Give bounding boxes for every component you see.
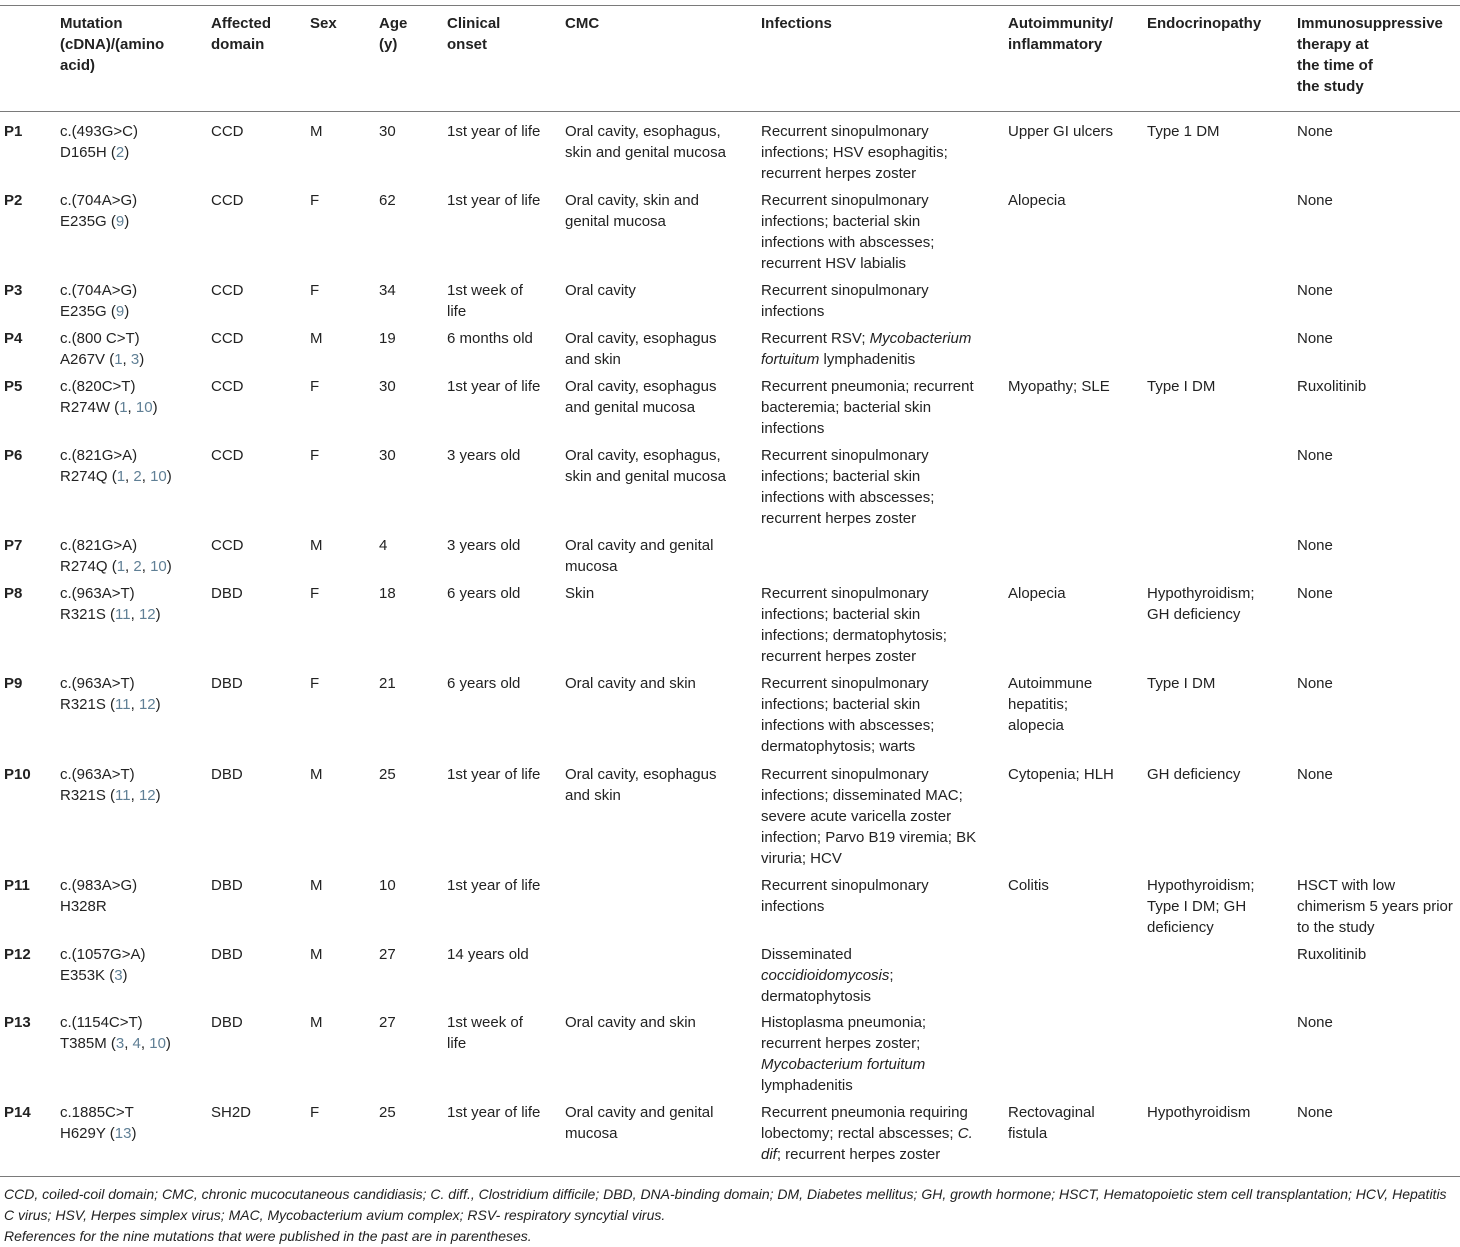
cell-autoimmunity: Alopecia (1008, 192, 1066, 209)
cell-cmc: Oral cavity and skin (565, 1014, 696, 1031)
cell-cmc: Oral cavity and genital mucosa (565, 1104, 714, 1142)
cell-therapy: Ruxolitinib (1297, 378, 1367, 395)
cell-endocrinopathy: Type 1 DM (1147, 123, 1220, 140)
header-mutation: Mutation (cDNA)/(amino acid) (60, 15, 165, 74)
cell-mutation: c.(1154C>T) T385M (3, 4, 10) (60, 1014, 171, 1052)
cell-affected-domain: SH2D (211, 1104, 252, 1121)
cell-clinical-onset: 1st year of life (447, 1104, 541, 1121)
cell-patient-id: P5 (4, 378, 23, 395)
cell-patient-id: P7 (4, 537, 23, 554)
cell-affected-domain: CCD (211, 192, 244, 209)
cell-affected-domain: CCD (211, 282, 244, 299)
cell-patient-id: P13 (4, 1014, 31, 1031)
cell-cmc: Oral cavity (565, 282, 636, 299)
cell-infections: Recurrent sinopulmonary infections; bacterial skin infections with abscesses; recurrent herpes zoster (761, 447, 935, 527)
cell-sex: F (310, 447, 320, 464)
cell-sex: M (310, 537, 323, 554)
cell-patient-id: P2 (4, 192, 23, 209)
cell-patient-id: P10 (4, 766, 31, 783)
cell-autoimmunity: Myopathy; SLE (1008, 378, 1110, 395)
cell-affected-domain: DBD (211, 766, 243, 783)
footnote-references: References for the nine mutations that were published in the past are in parentheses. (4, 1228, 532, 1244)
cell-affected-domain: CCD (211, 330, 244, 347)
cell-age: 27 (379, 1014, 396, 1031)
cell-therapy: None (1297, 1014, 1333, 1031)
cell-clinical-onset: 1st year of life (447, 378, 541, 395)
cell-therapy: None (1297, 123, 1333, 140)
cell-clinical-onset: 14 years old (447, 946, 529, 963)
cell-clinical-onset: 6 years old (447, 675, 521, 692)
cell-infections: Recurrent sinopulmonary infections; bacterial skin infections; dermatophytosis; recurrent herpes zoster (761, 585, 947, 665)
cell-clinical-onset: 6 years old (447, 585, 521, 602)
cell-infections: Recurrent sinopulmonary infections; bacterial skin infections with abscesses; recurrent HSV labialis (761, 192, 935, 272)
cell-patient-id: P11 (4, 877, 30, 894)
cell-autoimmunity: Colitis (1008, 877, 1049, 894)
header-therapy: Immunosuppressive therapy at the time of the study (1297, 15, 1443, 95)
cell-clinical-onset: 3 years old (447, 537, 521, 554)
header-age: Age (y) (379, 15, 408, 53)
cell-sex: F (310, 282, 320, 299)
cell-affected-domain: CCD (211, 537, 244, 554)
bottom-rule (0, 1176, 1460, 1177)
cell-cmc: Oral cavity, esophagus and skin (565, 766, 717, 804)
cell-sex: M (310, 330, 323, 347)
cell-patient-id: P9 (4, 675, 23, 692)
footnote-abbreviations-1: CCD, coiled-coil domain; CMC, chronic mucocutaneous candidiasis; C. diff., Clostridium difficile; DBD, DNA-binding domain; DM, Diabetes mellitus; GH, growth hormone; HSCT, Hematopoietic stem cell transplantation; HCV, Hepatitis (4, 1186, 1447, 1202)
cell-affected-domain: DBD (211, 585, 243, 602)
cell-sex: M (310, 877, 323, 894)
cell-endocrinopathy: Hypothyroidism; Type I DM; GH deficiency (1147, 877, 1255, 936)
cell-cmc: Oral cavity, esophagus, skin and genital mucosa (565, 123, 726, 161)
cell-age: 30 (379, 123, 396, 140)
cell-infections: Recurrent sinopulmonary infections; bacterial skin infections with abscesses; dermatophytosis; warts (761, 675, 935, 755)
cell-infections: Recurrent RSV; Mycobacterium fortuitum lymphadenitis (761, 330, 972, 368)
cell-endocrinopathy: GH deficiency (1147, 766, 1241, 783)
cell-age: 10 (379, 877, 396, 894)
cell-sex: F (310, 675, 320, 692)
cell-infections: Recurrent sinopulmonary infections (761, 282, 929, 320)
cell-clinical-onset: 6 months old (447, 330, 533, 347)
cell-therapy: None (1297, 447, 1333, 464)
cell-therapy: Ruxolitinib (1297, 946, 1367, 963)
cell-clinical-onset: 3 years old (447, 447, 521, 464)
cell-cmc: Oral cavity, esophagus, skin and genital mucosa (565, 447, 726, 485)
cell-patient-id: P12 (4, 946, 31, 963)
header-infections: Infections (761, 15, 832, 32)
cell-mutation: c.(1057G>A) E353K (3) (60, 946, 146, 984)
cell-clinical-onset: 1st year of life (447, 766, 541, 783)
cell-patient-id: P4 (4, 330, 23, 347)
header-affected-domain: Affected domain (211, 15, 272, 53)
cell-affected-domain: CCD (211, 447, 244, 464)
cell-sex: F (310, 585, 320, 602)
cell-clinical-onset: 1st year of life (447, 123, 541, 140)
cell-mutation: c.(983A>G) H328R (60, 877, 138, 915)
cell-autoimmunity: Alopecia (1008, 585, 1066, 602)
cell-patient-id: P6 (4, 447, 23, 464)
header-rule (0, 111, 1460, 112)
cell-mutation: c.(821G>A) R274Q (1, 2, 10) (60, 537, 172, 575)
cell-cmc: Oral cavity, skin and genital mucosa (565, 192, 699, 230)
cell-mutation: c.(493G>C) D165H (2) (60, 123, 138, 161)
cell-mutation: c.(963A>T) R321S (11, 12) (60, 766, 161, 804)
cell-cmc: Oral cavity and genital mucosa (565, 537, 714, 575)
cell-infections: Recurrent sinopulmonary infections (761, 877, 929, 915)
cell-therapy: None (1297, 192, 1333, 209)
cell-patient-id: P8 (4, 585, 23, 602)
cell-cmc: Oral cavity and skin (565, 675, 696, 692)
cell-age: 21 (379, 675, 396, 692)
footnote-abbreviations-2: C virus; HSV, Herpes simplex virus; MAC, Mycobacterium avium complex; RSV- respiratory syncytial virus. (4, 1207, 666, 1223)
cell-age: 4 (379, 537, 388, 554)
header-sex: Sex (310, 15, 337, 32)
header-endocrinopathy: Endocrinopathy (1147, 15, 1262, 32)
cell-affected-domain: DBD (211, 946, 243, 963)
cell-mutation: c.(821G>A) R274Q (1, 2, 10) (60, 447, 172, 485)
cell-age: 34 (379, 282, 396, 299)
cell-age: 30 (379, 447, 396, 464)
cell-cmc: Skin (565, 585, 595, 602)
header-cmc: CMC (565, 15, 600, 32)
cell-infections: Recurrent sinopulmonary infections; disseminated MAC; severe acute varicella zoster infection; Parvo B19 viremia; BK viruria; HCV (761, 766, 977, 867)
cell-age: 62 (379, 192, 396, 209)
cell-therapy: None (1297, 766, 1333, 783)
cell-sex: M (310, 766, 323, 783)
cell-therapy: None (1297, 537, 1333, 554)
cell-affected-domain: CCD (211, 123, 244, 140)
cell-mutation: c.(820C>T) R274W (1, 10) (60, 378, 158, 416)
cell-endocrinopathy: Hypothyroidism (1147, 1104, 1251, 1121)
cell-sex: F (310, 192, 320, 209)
cell-sex: F (310, 378, 320, 395)
cell-affected-domain: DBD (211, 877, 243, 894)
cell-mutation: c.(704A>G) E235G (9) (60, 282, 138, 320)
cell-mutation: c.(704A>G) E235G (9) (60, 192, 138, 230)
cell-sex: F (310, 1104, 320, 1121)
header-clinical-onset: Clinical onset (447, 15, 501, 53)
cell-sex: M (310, 946, 323, 963)
cell-mutation: c.(800 C>T) A267V (1, 3) (60, 330, 145, 368)
cell-autoimmunity: Rectovaginal fistula (1008, 1104, 1095, 1142)
cell-age: 30 (379, 378, 396, 395)
cell-mutation: c.(963A>T) R321S (11, 12) (60, 585, 161, 623)
cell-therapy: HSCT with low chimerism 5 years prior to the study (1297, 877, 1453, 936)
cell-affected-domain: CCD (211, 378, 244, 395)
cell-patient-id: P3 (4, 282, 23, 299)
cell-endocrinopathy: Type I DM (1147, 675, 1216, 692)
cell-therapy: None (1297, 675, 1333, 692)
cell-infections: Recurrent pneumonia; recurrent bacteremia; bacterial skin infections (761, 378, 974, 437)
header-autoimmunity: Autoimmunity/ inflammatory (1008, 15, 1113, 53)
cell-cmc: Oral cavity, esophagus and skin (565, 330, 717, 368)
cell-sex: M (310, 1014, 323, 1031)
cell-cmc: Oral cavity, esophagus and genital mucosa (565, 378, 717, 416)
cell-therapy: None (1297, 585, 1333, 602)
cell-autoimmunity: Autoimmune hepatitis; alopecia (1008, 675, 1093, 734)
cell-sex: M (310, 123, 323, 140)
cell-age: 25 (379, 1104, 396, 1121)
cell-autoimmunity: Upper GI ulcers (1008, 123, 1114, 140)
cell-age: 19 (379, 330, 396, 347)
cell-mutation: c.(963A>T) R321S (11, 12) (60, 675, 161, 713)
cell-therapy: None (1297, 282, 1333, 299)
cell-therapy: None (1297, 330, 1333, 347)
cell-infections: Histoplasma pneumonia; recurrent herpes zoster; Mycobacterium fortuitum lymphadenitis (761, 1014, 927, 1094)
top-rule (0, 5, 1460, 6)
cell-infections: Disseminated coccidioidomycosis; dermatophytosis (761, 946, 894, 1005)
cell-clinical-onset: 1st year of life (447, 877, 541, 894)
cell-patient-id: P1 (4, 123, 23, 140)
cell-affected-domain: DBD (211, 675, 243, 692)
cell-infections: Recurrent pneumonia requiring lobectomy; rectal abscesses; C. dif; recurrent herpes zoster (761, 1104, 973, 1163)
cell-age: 27 (379, 946, 396, 963)
cell-therapy: None (1297, 1104, 1333, 1121)
cell-clinical-onset: 1st week of life (447, 282, 523, 320)
cell-endocrinopathy: Type I DM (1147, 378, 1216, 395)
cell-clinical-onset: 1st year of life (447, 192, 541, 209)
cell-clinical-onset: 1st week of life (447, 1014, 523, 1052)
table-footnotes (4, 1184, 1456, 1247)
cell-age: 18 (379, 585, 396, 602)
cell-patient-id: P14 (4, 1104, 31, 1121)
cell-autoimmunity: Cytopenia; HLH (1008, 766, 1114, 783)
cell-endocrinopathy: Hypothyroidism; GH deficiency (1147, 585, 1255, 623)
cell-age: 25 (379, 766, 396, 783)
cell-mutation: c.1885C>T H629Y (13) (60, 1104, 137, 1142)
cell-affected-domain: DBD (211, 1014, 243, 1031)
cell-infections: Recurrent sinopulmonary infections; HSV esophagitis; recurrent herpes zoster (761, 123, 948, 182)
